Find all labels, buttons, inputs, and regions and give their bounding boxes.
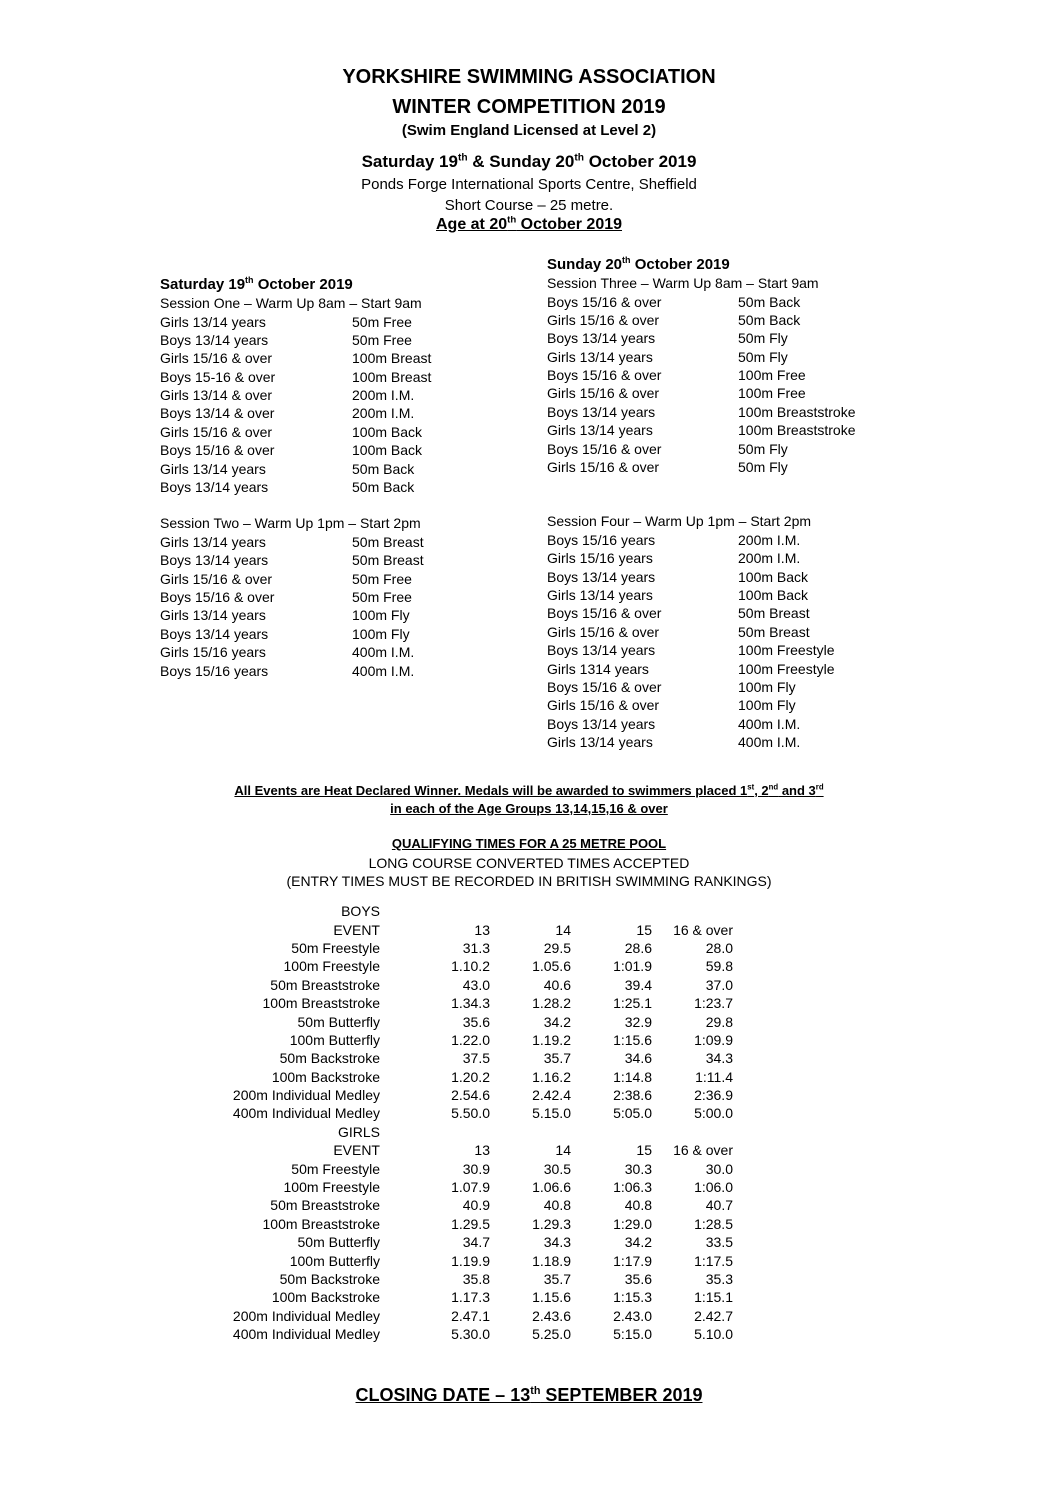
saturday-column (160, 276, 520, 681)
table-row (190, 1288, 733, 1306)
time-cell: 1:01.9 (613, 958, 652, 975)
time-cell: 1.16.2 (532, 1068, 571, 1085)
event-cell: EVENT (333, 921, 380, 938)
event-cell: 50m Backstroke (279, 1271, 380, 1287)
age-group: Boys 15/16 & over (160, 589, 275, 606)
time-cell (571, 1123, 652, 1141)
table-row (190, 1270, 733, 1288)
event-row (547, 734, 907, 752)
time-cell: 1.19.2 (532, 1031, 571, 1048)
time-cell (380, 902, 490, 920)
event-row (547, 679, 907, 697)
event-name: 200m I.M. (738, 531, 801, 548)
event-cell: BOYS (341, 903, 380, 920)
event-name: 50m Breast (352, 552, 424, 569)
session-two-list (160, 534, 520, 681)
event-name: 400m I.M. (738, 734, 801, 751)
event-cell: 100m Breaststroke (262, 995, 380, 1012)
event-row (160, 571, 520, 589)
event-name: 50m Back (352, 460, 415, 477)
event-name: 50m Fly (738, 330, 788, 347)
time-cell: 5:05.0 (613, 1105, 652, 1122)
time-cell: 1.10.2 (451, 958, 490, 975)
age-group: Boys 15/16 years (160, 662, 269, 679)
age-group: Boys 13/14 years (547, 330, 656, 347)
session-one-list (160, 314, 520, 498)
time-cell: 2.43.6 (532, 1307, 571, 1324)
event-name: 50m Back (352, 479, 415, 496)
event-row (547, 550, 907, 568)
event-row (160, 479, 520, 497)
session-three-title: Session Three – Warm Up 8am – Start 9am (547, 275, 819, 291)
sunday-heading: Sunday 20th October 2019 (547, 255, 730, 273)
table-row (190, 1049, 733, 1067)
time-cell: 5:15.0 (613, 1326, 652, 1343)
time-cell: 13 (474, 1142, 490, 1159)
table-row (190, 1104, 733, 1122)
event-name: 50m Fly (738, 440, 788, 457)
time-cell: 2:38.6 (613, 1087, 652, 1104)
event-row (547, 385, 907, 403)
table-row (190, 1178, 733, 1196)
event-cell: 100m Butterfly (289, 1252, 380, 1269)
event-name: 50m Breast (738, 605, 810, 622)
time-cell: 34.3 (543, 1234, 571, 1251)
event-row (160, 644, 520, 662)
time-cell: 15 (636, 1142, 652, 1159)
event-name: 100m Back (738, 568, 809, 585)
time-cell: 35.8 (462, 1271, 490, 1287)
event-name: 100m Freestyle (738, 642, 835, 659)
time-cell: 28.6 (624, 939, 652, 956)
closing-date: CLOSING DATE – 13th SEPTEMBER 2019 (355, 1385, 703, 1405)
age-group: Girls 13/14 years (160, 607, 266, 624)
table-row (190, 1251, 733, 1269)
event-cell: 100m Freestyle (283, 1179, 380, 1196)
time-cell: 13 (474, 921, 490, 938)
age-group: Girls 15/16 & over (160, 423, 273, 440)
age-group: Boys 15/16 years (547, 531, 656, 548)
age-group: Girls 15/16 & over (547, 311, 660, 328)
time-cell: 5.15.0 (532, 1105, 571, 1122)
time-cell: 5.25.0 (532, 1326, 571, 1343)
time-cell: 1:17.5 (694, 1252, 733, 1269)
time-cell: 30.3 (624, 1160, 652, 1177)
event-name: 50m Free (352, 313, 412, 330)
age-group: Boys 13/14 years (160, 552, 269, 569)
age-group: Boys 15/16 & over (547, 679, 662, 696)
time-cell: 32.9 (624, 1013, 652, 1030)
time-cell: 1:11.4 (695, 1068, 733, 1085)
event-name: 200m I.M. (352, 405, 415, 422)
time-cell: 2:36.9 (694, 1087, 733, 1104)
girls-label-row (190, 1123, 733, 1141)
boys-label-row (190, 902, 733, 920)
age-group: Girls 1314 years (547, 660, 649, 677)
time-cell: 35.6 (462, 1013, 490, 1030)
age-group: Girls 15/16 years (547, 550, 653, 567)
title-line-2: WINTER COMPETITION 2019 (392, 96, 666, 118)
age-group: Boys 13/14 years (547, 715, 656, 732)
session-two-title: Session Two – Warm Up 1pm – Start 2pm (160, 515, 421, 532)
time-cell: 34.2 (624, 1234, 652, 1251)
event-name: 50m Back (738, 311, 801, 328)
event-row (547, 532, 907, 550)
event-row (547, 349, 907, 367)
time-cell (380, 1123, 490, 1141)
event-row (160, 607, 520, 625)
time-cell: 1.18.9 (532, 1252, 571, 1269)
time-cell: 31.3 (462, 939, 490, 956)
event-row (160, 552, 520, 570)
table-row (190, 1233, 733, 1251)
event-name: 50m Fly (738, 348, 788, 365)
table-row (190, 1307, 733, 1325)
licence-text: (Swim England Licensed at Level 2) (401, 122, 657, 139)
time-cell: 14 (555, 921, 571, 938)
time-cell: 15 (636, 921, 652, 938)
table-row (190, 994, 733, 1012)
age-group: Girls 13/14 & over (160, 387, 273, 404)
time-cell: 2.54.6 (451, 1087, 490, 1104)
event-row (160, 534, 520, 552)
event-cell: 100m Backstroke (271, 1289, 380, 1306)
age-group: Girls 15/16 years (160, 644, 266, 661)
event-row (547, 441, 907, 459)
time-cell: 2.42.4 (532, 1087, 571, 1104)
event-row (547, 716, 907, 734)
event-row (547, 661, 907, 679)
age-group: Girls 15/16 & over (547, 697, 660, 714)
time-cell: 40.8 (543, 1197, 571, 1214)
time-cell: 35.7 (543, 1050, 571, 1067)
event-cell: 100m Backstroke (271, 1068, 380, 1085)
time-cell: 35.7 (543, 1271, 571, 1287)
time-cell: 5.30.0 (451, 1326, 490, 1343)
event-row (547, 697, 907, 715)
age-group: Boys 13/14 years (547, 568, 656, 585)
age-group: Boys 15/16 & over (547, 440, 662, 457)
age-group: Boys 15/16 & over (547, 293, 662, 310)
time-cell: 34.2 (543, 1013, 571, 1030)
event-row (547, 367, 907, 385)
age-group: Girls 13/14 years (547, 422, 653, 439)
event-row (160, 350, 520, 368)
time-cell: 33.5 (705, 1234, 733, 1251)
age-group: Girls 15/16 & over (547, 385, 660, 402)
time-cell: 1.17.3 (451, 1289, 490, 1306)
time-cell: 16 & over (673, 921, 733, 938)
event-name: 100m Free (738, 367, 806, 384)
table-row (190, 1215, 733, 1233)
event-cell: 400m Individual Medley (232, 1105, 380, 1122)
event-cell: 100m Butterfly (289, 1031, 380, 1048)
event-cell: 200m Individual Medley (232, 1307, 380, 1324)
age-group: Girls 15/16 & over (160, 350, 273, 367)
time-cell: 2.42.7 (694, 1307, 733, 1324)
event-name: 50m Breast (352, 533, 424, 550)
session-four-title: Session Four – Warm Up 1pm – Start 2pm (547, 513, 812, 530)
venue-text: Ponds Forge International Sports Centre, Sheffield (361, 176, 697, 193)
age-group: Boys 13/14 years (160, 625, 269, 642)
event-cell: 50m Freestyle (291, 939, 380, 956)
time-cell: 1:15.6 (613, 1031, 652, 1048)
event-name: 100m Free (738, 385, 806, 402)
time-cell: 35.6 (624, 1271, 652, 1287)
time-cell: 1:14.8 (613, 1068, 652, 1085)
table-row (190, 1031, 733, 1049)
time-cell: 5.10.0 (694, 1326, 733, 1343)
awards-note: All Events are Heat Declared Winner. Medals will be awarded to swimmers placed 1st, 2nd and 3rd in each of the Age Groups 13,14,15,16 & over (234, 782, 824, 816)
event-row (160, 461, 520, 479)
table-row (190, 957, 733, 975)
event-row (160, 424, 520, 442)
event-name: 50m Free (352, 589, 412, 606)
event-name: 100m Fly (352, 607, 410, 624)
event-name: 100m Fly (352, 625, 410, 642)
event-name: 50m Fly (738, 459, 788, 476)
session-three-list (547, 294, 907, 478)
event-row (547, 330, 907, 348)
age-group: Boys 13/14 years (547, 403, 656, 420)
age-group: Girls 15/16 & over (547, 459, 660, 476)
event-name: 400m I.M. (352, 644, 415, 661)
time-cell (571, 902, 652, 920)
sunday-column (547, 256, 907, 753)
event-row (547, 404, 907, 422)
event-name: 100m Back (352, 423, 423, 440)
time-cell (490, 902, 571, 920)
event-row (547, 422, 907, 440)
age-group: Boys 15-16 & over (160, 368, 276, 385)
time-cell: 28.0 (705, 939, 733, 956)
time-cell: 1.05.6 (532, 958, 571, 975)
time-cell: 30.0 (705, 1160, 733, 1177)
time-cell: 1:06.0 (694, 1179, 733, 1196)
time-cell: 30.9 (462, 1160, 490, 1177)
event-row (160, 369, 520, 387)
event-name: 100m Breast (352, 368, 432, 385)
time-cell: 34.3 (705, 1050, 733, 1067)
age-group: Girls 13/14 years (160, 533, 266, 550)
event-name: 200m I.M. (738, 550, 801, 567)
time-cell: 5:00.0 (694, 1105, 733, 1122)
event-row (160, 314, 520, 332)
event-row (160, 626, 520, 644)
event-name: 100m Back (738, 587, 809, 604)
time-cell: 30.5 (543, 1160, 571, 1177)
event-name: 400m I.M. (352, 662, 415, 679)
event-row (547, 587, 907, 605)
event-row (547, 569, 907, 587)
time-cell: 43.0 (462, 976, 490, 993)
time-cell: 2.47.1 (451, 1307, 490, 1324)
time-cell: 1.22.0 (451, 1031, 490, 1048)
event-row (547, 294, 907, 312)
table-row (190, 976, 733, 994)
event-name: 100m Fly (738, 697, 796, 714)
event-cell: EVENT (333, 1142, 380, 1159)
time-cell: 1.20.2 (451, 1068, 490, 1085)
age-rule: Age at 20th October 2019 (435, 214, 623, 233)
qualifying-heading: QUALIFYING TIMES FOR A 25 METRE POOL (391, 836, 667, 851)
event-name: 200m I.M. (352, 387, 415, 404)
event-row (160, 442, 520, 460)
column-header-row (190, 920, 733, 938)
time-cell: 1.29.3 (532, 1215, 571, 1232)
time-cell: 16 & over (673, 1142, 733, 1159)
event-name: 100m Back (352, 442, 423, 459)
age-group: Girls 13/14 years (547, 587, 653, 604)
time-cell: 1.15.6 (532, 1289, 571, 1306)
event-name: 100m Breaststroke (738, 403, 856, 420)
time-cell: 1:23.7 (694, 995, 733, 1012)
event-row (547, 624, 907, 642)
age-group: Boys 15/16 & over (547, 605, 662, 622)
age-group: Boys 13/14 years (160, 331, 269, 348)
time-cell (490, 1123, 571, 1141)
time-cell: 37.0 (705, 976, 733, 993)
time-cell: 37.5 (462, 1050, 490, 1067)
time-cell: 59.8 (705, 958, 733, 975)
event-row (547, 642, 907, 660)
time-cell: 40.8 (624, 1197, 652, 1214)
event-name: 50m Free (352, 331, 412, 348)
age-group: Boys 13/14 years (160, 479, 269, 496)
table-row (190, 939, 733, 957)
age-group: Girls 13/14 years (160, 313, 266, 330)
time-cell (652, 902, 733, 920)
time-cell: 5.50.0 (451, 1105, 490, 1122)
event-name: 100m Freestyle (738, 660, 835, 677)
time-cell: 1:06.3 (613, 1179, 652, 1196)
time-cell (652, 1123, 733, 1141)
table-row (190, 1012, 733, 1030)
time-cell: 39.4 (624, 976, 652, 993)
event-row (160, 332, 520, 350)
time-cell: 1:09.9 (694, 1031, 733, 1048)
table-row (190, 1196, 733, 1214)
event-name: 400m I.M. (738, 715, 801, 732)
table-row (190, 1159, 733, 1177)
age-group: Girls 13/14 years (547, 734, 653, 751)
event-name: 50m Back (738, 293, 801, 310)
column-header-row (190, 1141, 733, 1159)
age-group: Boys 15/16 & over (160, 442, 275, 459)
event-row (547, 459, 907, 477)
event-name: 50m Breast (738, 623, 810, 640)
event-name: 100m Breast (352, 350, 432, 367)
title-line-1: YORKSHIRE SWIMMING ASSOCIATION (342, 66, 716, 88)
event-cell: 50m Butterfly (297, 1013, 380, 1030)
time-cell: 34.7 (462, 1234, 490, 1251)
event-cell: 50m Freestyle (291, 1160, 380, 1177)
time-cell: 1.19.9 (451, 1252, 490, 1269)
qualifying-note-2: (ENTRY TIMES MUST BE RECORDED IN BRITISH SWIMMING RANKINGS) (286, 873, 772, 889)
age-group: Boys 13/14 & over (160, 405, 275, 422)
time-cell: 1.28.2 (532, 995, 571, 1012)
time-cell: 14 (555, 1142, 571, 1159)
age-group: Boys 15/16 & over (547, 367, 662, 384)
qualifying-times-table (190, 902, 733, 1343)
time-cell: 29.5 (543, 939, 571, 956)
event-name: 50m Free (352, 570, 412, 587)
age-group: Girls 15/16 & over (160, 570, 273, 587)
time-cell: 1.29.5 (451, 1215, 490, 1232)
event-cell: 50m Breaststroke (270, 976, 380, 993)
time-cell: 35.3 (705, 1271, 733, 1287)
session-four-list (547, 532, 907, 753)
event-name: 100m Breaststroke (738, 422, 856, 439)
event-cell: 50m Backstroke (279, 1050, 380, 1067)
time-cell: 2.43.0 (613, 1307, 652, 1324)
event-row (160, 663, 520, 681)
time-cell: 40.7 (705, 1197, 733, 1214)
time-cell: 1.06.6 (532, 1179, 571, 1196)
time-cell: 1:17.9 (613, 1252, 652, 1269)
table-row (190, 1086, 733, 1104)
event-row (547, 605, 907, 623)
event-row (160, 387, 520, 405)
event-name: 100m Fly (738, 679, 796, 696)
time-cell: 40.6 (543, 976, 571, 993)
event-cell: 50m Breaststroke (270, 1197, 380, 1214)
time-cell: 1:29.0 (613, 1215, 652, 1232)
session-one-title: Session One – Warm Up 8am – Start 9am (160, 295, 422, 311)
table-row (190, 1325, 733, 1343)
event-row (160, 589, 520, 607)
qualifying-note-1: LONG COURSE CONVERTED TIMES ACCEPTED (368, 855, 690, 871)
time-cell: 29.8 (705, 1013, 733, 1030)
course-text: Short Course – 25 metre. (444, 197, 614, 214)
event-cell: 100m Freestyle (283, 958, 380, 975)
age-group: Girls 15/16 & over (547, 623, 660, 640)
saturday-heading: Saturday 19th October 2019 (160, 275, 353, 293)
event-row (160, 405, 520, 423)
age-group: Girls 13/14 years (160, 460, 266, 477)
time-cell: 40.9 (462, 1197, 490, 1214)
event-cell: GIRLS (337, 1123, 380, 1140)
time-cell: 1.34.3 (451, 995, 490, 1012)
table-row (190, 1068, 733, 1086)
time-cell: 1:15.3 (613, 1289, 652, 1306)
time-cell: 1.07.9 (451, 1179, 490, 1196)
event-row (547, 312, 907, 330)
age-group: Boys 13/14 years (547, 642, 656, 659)
time-cell: 1:25.1 (613, 995, 652, 1012)
time-cell: 34.6 (624, 1050, 652, 1067)
event-cell: 200m Individual Medley (232, 1087, 380, 1104)
age-group: Girls 13/14 years (547, 348, 653, 365)
event-cell: 100m Breaststroke (262, 1215, 380, 1232)
competition-dates: Saturday 19th & Sunday 20th October 2019 (361, 152, 697, 171)
time-cell: 1:15.1 (694, 1289, 733, 1306)
time-cell: 1:28.5 (694, 1215, 733, 1232)
event-cell: 400m Individual Medley (232, 1326, 380, 1343)
event-cell: 50m Butterfly (297, 1234, 380, 1251)
